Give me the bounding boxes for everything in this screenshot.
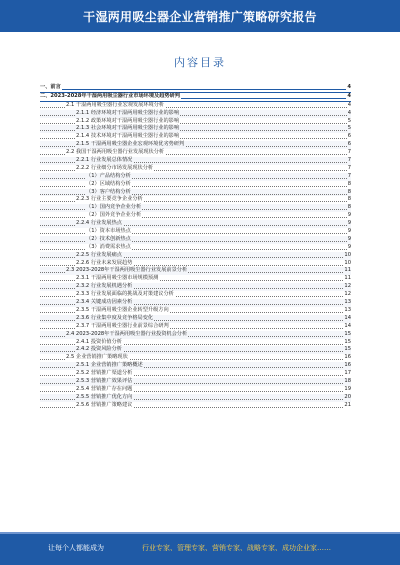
toc-entry-page-number: 7: [347, 157, 351, 164]
toc-entry-label: （1）资本市场热点: [86, 228, 131, 235]
toc-entry[interactable]: [40, 165, 351, 173]
toc-entry-label: （1）国内竞争企业分析: [86, 204, 142, 211]
toc-entry-label: （2）区域结构分析: [86, 180, 131, 187]
report-footer: [0, 532, 400, 565]
report-title: 干湿两用吸尘器企业营销推广策略研究报告: [83, 10, 317, 24]
toc-entry-page-number: 13: [344, 299, 351, 306]
toc-entry-label: 2.3.2 行业发展机遇分析: [76, 283, 133, 290]
toc-entry-page-number: 14: [344, 314, 351, 321]
toc-entry-page-number: 5: [347, 125, 351, 132]
toc-entry-label: 2.5 企业营销推广策略现状: [66, 354, 128, 361]
toc-entry-label: （1）产品结构分析: [86, 172, 131, 179]
toc-entry-page-number: 15: [344, 330, 351, 337]
toc-entry-page-number: 16: [344, 362, 351, 369]
footer-slogan-roles: 行业专家、管理专家、营销专家、战略专家、成功企业家……: [142, 544, 331, 552]
toc-entry-page-number: 9: [347, 212, 351, 219]
toc-entry[interactable]: [40, 331, 351, 339]
toc-entry-page-number: 9: [347, 243, 351, 250]
toc-entry[interactable]: [40, 102, 351, 110]
toc-entry-label: 2.5.5 营销推广优化方向: [76, 393, 133, 400]
toc-entry-label: 2.2 我国干湿两用吸尘器行业发展现状分析: [66, 149, 165, 156]
toc-entry-label: 2.4 2023-2028年干湿两用吸尘器行业投资机会分析: [66, 330, 188, 337]
toc-entry-page-number: 11: [344, 275, 351, 282]
toc-entry[interactable]: [40, 323, 351, 331]
toc-entry-page-number: 9: [347, 235, 351, 242]
toc-entry[interactable]: [40, 252, 351, 260]
toc-entry-label: 2.1.5 干湿两用吸尘器企业宏观环境优劣势研判: [76, 141, 185, 148]
toc-entry-page-number: 7: [347, 164, 351, 171]
toc-entry-page-number: 6: [347, 133, 351, 140]
toc-entry-page-number: 9: [347, 220, 351, 227]
toc-entry[interactable]: [40, 299, 351, 307]
toc-entry[interactable]: [40, 370, 351, 378]
toc-entry-label: （3）客户结构分析: [86, 188, 131, 195]
toc-entry[interactable]: [40, 228, 351, 236]
toc-entry-label: 2.4.1 投资价值分析: [76, 338, 122, 345]
toc-entry-label: 2.2.4 行业发展热点: [76, 220, 122, 227]
toc-entry-page-number: 4: [347, 109, 351, 116]
toc-entry[interactable]: [40, 394, 351, 402]
toc-entry-page-number: 12: [344, 283, 351, 290]
toc-entry-label: 2.3.3 行业发展面临的挑战及对策建议分析: [76, 291, 174, 298]
toc-entry-label: 2.3.4 关键成功因素分析: [76, 299, 133, 306]
toc-entry-page-number: 17: [344, 370, 351, 377]
toc-entry-page-number: 4: [347, 84, 351, 90]
toc-entry-label: 2.1 干湿两用吸尘器行业宏观发展环境分析: [66, 101, 165, 108]
toc-entry[interactable]: [40, 315, 351, 323]
toc-entry[interactable]: [40, 173, 351, 181]
toc-entry[interactable]: [40, 149, 351, 157]
toc-entry-label: 2.5.6 营销推广策略建议: [76, 401, 133, 408]
toc-entry-page-number: 19: [344, 385, 351, 392]
toc-entry[interactable]: [40, 378, 351, 386]
toc-entry-page-number: 9: [347, 228, 351, 235]
toc-entry-page-number: 14: [344, 322, 351, 329]
toc-entry[interactable]: [40, 354, 351, 362]
toc-entry-page-number: 13: [344, 306, 351, 313]
toc-entry-label: （3）消费需求热点: [86, 243, 131, 250]
toc-entry-page-number: 12: [344, 291, 351, 298]
toc-entry-page-number: 18: [344, 377, 351, 384]
toc-entry-page-number: 5: [347, 117, 351, 124]
toc-entry-page-number: 7: [347, 149, 351, 156]
toc-entry-label: 2.2.5 行业发展痛点: [76, 251, 122, 258]
toc-entry[interactable]: [40, 307, 351, 315]
toc-entry-label: 二、2023-2028年干湿两用吸尘器行业市场环境及趋势研判: [40, 92, 180, 99]
toc-entry-page-number: 16: [344, 354, 351, 361]
toc-entry-page-number: 21: [344, 401, 351, 408]
toc-entry-label: 2.1.3 社会环境对干湿两用吸尘器行业的影响: [76, 125, 180, 132]
toc-entry[interactable]: [40, 244, 351, 252]
toc-entry-label: 2.3.7 干湿两用吸尘器行业前景综合研判: [76, 322, 169, 329]
toc-entry[interactable]: [40, 141, 351, 149]
toc-entry-page-number: 4: [347, 92, 351, 99]
toc-entry[interactable]: [40, 110, 351, 118]
footer-divider: [0, 532, 400, 534]
toc-entry-label: 2.1.4 技术环境对干湿两用吸尘器行业的影响: [76, 133, 180, 140]
toc-entry-label: 2.1.2 政策环境对干湿两用吸尘器行业的影响: [76, 117, 180, 124]
toc-entry-page-number: 7: [347, 172, 351, 179]
toc-entry[interactable]: [40, 362, 351, 370]
toc-entry-page-number: 10: [344, 251, 351, 258]
toc-entry-label: 2.3.1 干湿两用吸尘器市场规模预测: [76, 275, 159, 282]
toc-entry-label: 2.5.3 营销推广效果评估: [76, 377, 133, 384]
toc-entry[interactable]: [40, 93, 351, 102]
toc-entry-label: 2.5.2 营销推广渠道分析: [76, 370, 133, 377]
toc-entry-label: 2.3.6 行业集中度及竞争格局变化: [76, 314, 154, 321]
toc-entry-page-number: 11: [344, 267, 351, 274]
toc-entry-page-number: 15: [344, 346, 351, 353]
toc-entry-label: 一、前言: [40, 84, 61, 90]
toc-entry[interactable]: [40, 157, 351, 165]
toc-entry[interactable]: [40, 236, 351, 244]
toc-entry-page-number: 8: [347, 188, 351, 195]
toc-entry-label: 2.1.1 经济环境对干湿两用吸尘器行业的影响: [76, 109, 180, 116]
toc-entry-label: 2.3 2023-2028年干湿两用吸尘器行业发展前景分析: [66, 267, 188, 274]
toc-entry-label: 2.3.5 干湿两用吸尘器企业转型升级方向: [76, 306, 169, 313]
toc-entry-page-number: 4: [347, 101, 351, 108]
toc-entry[interactable]: [40, 181, 351, 189]
toc-entry[interactable]: [40, 84, 351, 93]
toc-entry[interactable]: [40, 291, 351, 299]
toc-entry-label: 2.2.2 行业细分市场发展现状分析: [76, 164, 154, 171]
toc-entry[interactable]: [40, 386, 351, 394]
toc-entry-page-number: 15: [344, 338, 351, 345]
report-header: [0, 0, 400, 32]
toc-entry-label: 2.5.4 营销推广存在问题: [76, 385, 133, 392]
toc-entry[interactable]: [40, 212, 351, 220]
toc-entry-page-number: 6: [347, 141, 351, 148]
toc-entry-page-number: 20: [344, 393, 351, 400]
toc-leader-line: [40, 89, 347, 90]
toc-heading: 内容目录: [174, 56, 226, 69]
toc-entry-label: 2.4.2 投资风险分析: [76, 346, 122, 353]
toc-entry-page-number: 10: [344, 259, 351, 266]
toc-entry-label: 2.2.3 行业主要竞争企业分析: [76, 196, 143, 203]
toc-entry[interactable]: [40, 402, 351, 410]
toc-entry-page-number: 8: [347, 196, 351, 203]
footer-slogan: 让每个人都能成为: [48, 544, 104, 552]
toc-entry-label: 2.2.1 行业发展总体情况: [76, 157, 133, 164]
toc-entry-page-number: 8: [347, 180, 351, 187]
toc-entry[interactable]: [40, 220, 351, 228]
toc-entry[interactable]: [40, 283, 351, 291]
toc-entry-label: （2）国外竞争企业分析: [86, 212, 142, 219]
toc-entry-label: 2.5.1 企业营销推广策略概述: [76, 362, 143, 369]
table-of-contents: [40, 84, 351, 410]
toc-entry-page-number: 8: [347, 204, 351, 211]
toc-entry-label: 2.2.6 行业未来发展趋势: [76, 259, 133, 266]
toc-entry-label: （2）技术创新热点: [86, 235, 131, 242]
